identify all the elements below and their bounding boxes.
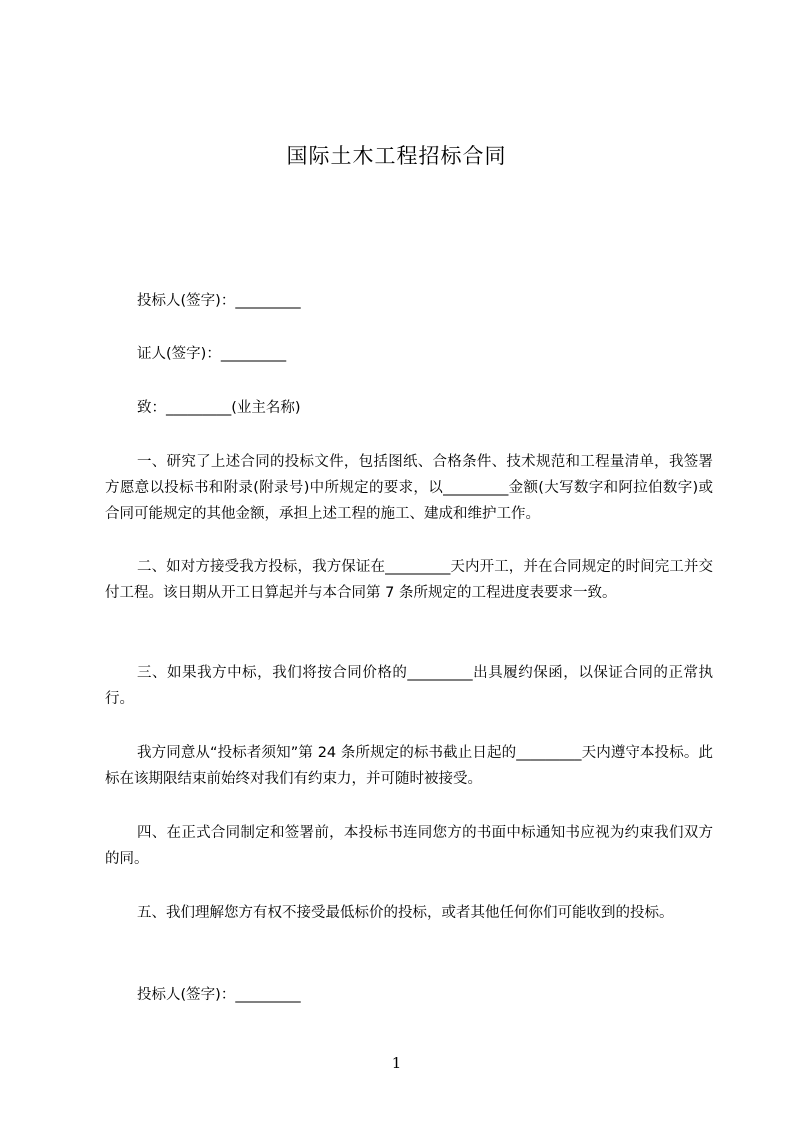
paragraph-6: 五、我们理解您方有权不接受最低标价的投标，或者其他任何你们可能收到的投标。	[137, 905, 674, 921]
paragraph-2: 二、如对方接受我方投标，我方保证在_________天内开工，并在合同规定的时间完工并交付工程。该日期从开工日算起并与本合同第 7 条所规定的工程进度表要求一致。	[105, 559, 713, 601]
bidder-signature-line-bottom: 投标人(签字)：_________	[137, 987, 301, 1003]
paragraph-3: 三、如果我方中标，我们将按合同价格的_________出具履约保函，以保证合同的正常执行。	[105, 665, 713, 707]
document-title: 国际土木工程招标合同	[286, 144, 507, 168]
recipient-line: 致：_________(业主名称)	[137, 400, 301, 416]
bidder-signature-line: 投标人(签字)：_________	[137, 293, 301, 309]
paragraph-1: 一、研究了上述合同的投标文件，包括图纸、合格条件、技术规范和工程量清单，我签署方愿意以投标书和附录(附录号)中所规定的要求，以_________金额(大写数字和阿拉伯数字)或合同可能规定的其他金额，承担上述工程的施工、建成和维护工作。	[105, 454, 713, 522]
page-number: 1	[391, 1054, 402, 1072]
witness-signature-line: 证人(签字)：_________	[137, 346, 287, 362]
paragraph-4: 我方同意从“投标者须知”第 24 条所规定的标书截止日起的_________天内遵守本投标。此标在该期限结束前始终对我们有约束力，并可随时被接受。	[105, 745, 713, 787]
paragraph-5: 四、在正式合同制定和签署前，本投标书连同您方的书面中标通知书应视为约束我们双方的同。	[105, 825, 713, 867]
